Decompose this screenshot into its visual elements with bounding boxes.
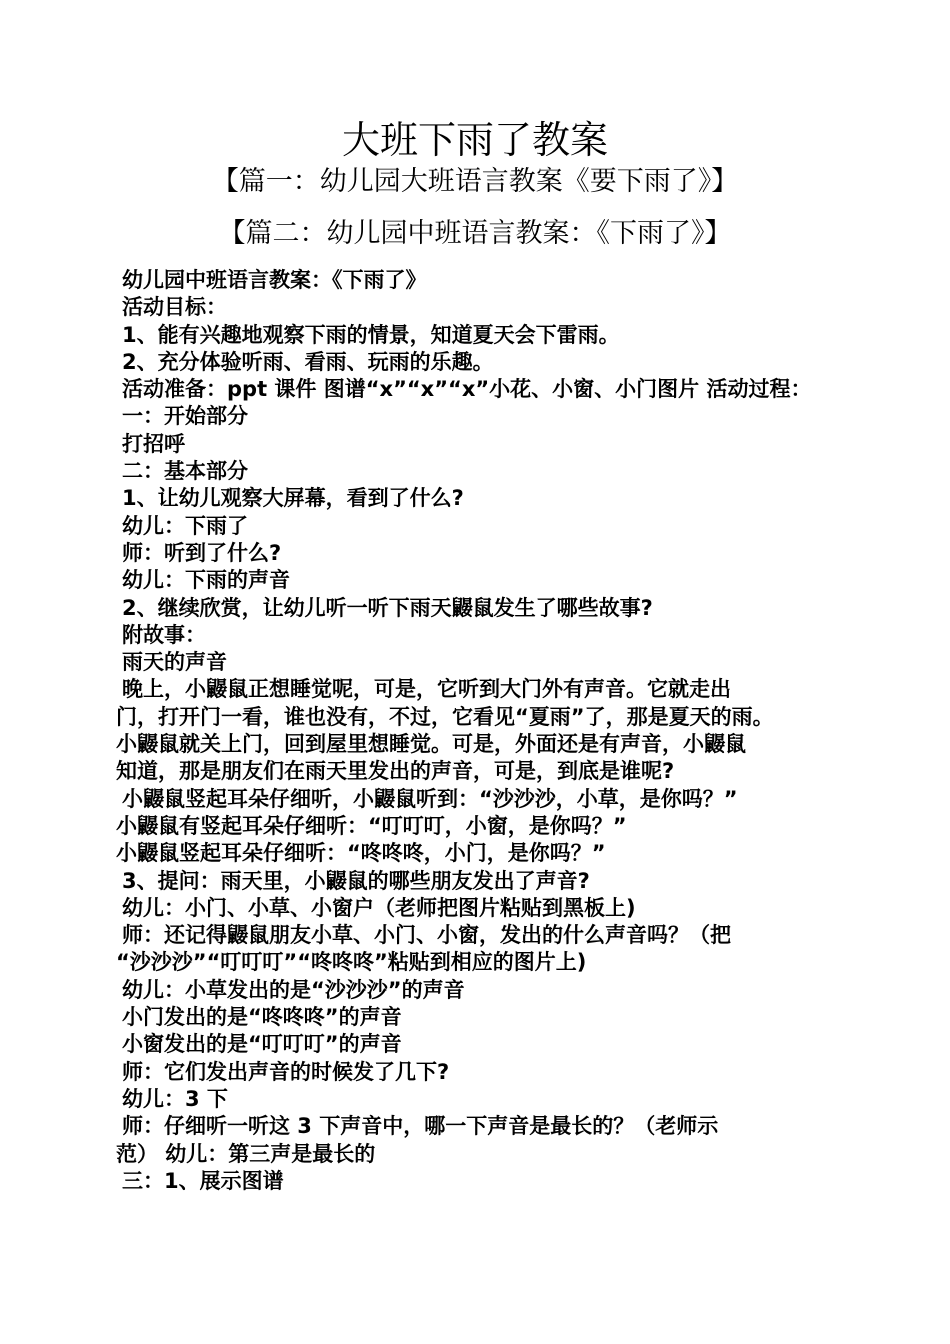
text-line: 小门发出的是“咚咚咚”的声音 (122, 1005, 402, 1030)
text-line: 3、提问：雨天里，小鼹鼠的哪些朋友发出了声音? (122, 868, 590, 893)
text-line: 活动目标： (122, 295, 227, 320)
text-line: 打招呼 (122, 431, 185, 456)
text-line: 小鼹鼠有竖起耳朵仔细听：“叮叮叮，小窗，是你吗？” (116, 813, 627, 838)
text-line: 雨天的声音 (122, 650, 227, 675)
document-title: 大班下雨了教案 (341, 118, 608, 162)
text-line: 2、继续欣赏，让幼儿听一听下雨天鼹鼠发生了哪些故事? (122, 595, 653, 620)
text-line: 幼儿：小草发出的是“沙沙沙”的声音 (122, 977, 465, 1002)
text-line: 幼儿：下雨的声音 (122, 568, 290, 593)
text-line: 师：听到了什么? (122, 540, 282, 565)
text-line: 一：开始部分 (122, 404, 248, 429)
text-line: 晚上，小鼹鼠正想睡觉呢，可是，它听到大门外有声音。它就走出 (122, 677, 731, 702)
document-body (116, 267, 846, 1195)
document-subtitle-1: 【篇一：幼儿园大班语言教案《要下雨了》】 (211, 166, 739, 197)
text-line: 幼儿：小门、小草、小窗户（老师把图片粘贴到黑板上) (122, 895, 636, 920)
text-line: 小鼹鼠竖起耳朵仔细听，小鼹鼠听到：“沙沙沙，小草，是你吗？” (122, 786, 738, 811)
text-line: 二：基本部分 (122, 459, 248, 484)
text-line: 附故事： (122, 622, 206, 647)
text-line: 1、让幼儿观察大屏幕，看到了什么? (122, 486, 464, 511)
text-line: 幼儿：3 下 (122, 1086, 228, 1111)
text-line: 小窗发出的是“叮叮叮”的声音 (122, 1032, 402, 1057)
text-line: 活动准备：ppt 课件 图谱“x”“x”“x”小花、小窗、小门图片 活动过程： (122, 377, 812, 402)
text-line: 幼儿：下雨了 (122, 513, 248, 538)
text-line: “沙沙沙”“叮叮叮”“咚咚咚”粘贴到相应的图片上) (116, 950, 587, 975)
text-line: 师：它们发出声音的时候发了几下? (122, 1059, 450, 1084)
text-line: 师：还记得鼹鼠朋友小草、小门、小窗，发出的什么声音吗？（把 (122, 923, 731, 948)
text-line: 师：仔细听一听这 3 下声音中，哪一下声音是最长的？（老师示 (122, 1114, 719, 1139)
document-subtitle-2: 【篇二：幼儿园中班语言教案：《下雨了》】 (218, 218, 732, 249)
text-line: 门，打开门一看，谁也没有，不过，它看见“夏雨”了，那是夏天的雨。 (116, 704, 774, 729)
text-line: 范） 幼儿：第三声是最长的 (116, 1141, 376, 1166)
text-line: 小鼹鼠竖起耳朵仔细听：“咚咚咚，小门，是你吗？” (116, 841, 606, 866)
text-line: 2、充分体验听雨、看雨、玩雨的乐趣。 (122, 349, 494, 374)
text-line: 三：1、展示图谱 (122, 1168, 284, 1193)
text-line: 小鼹鼠就关上门，回到屋里想睡觉。可是，外面还是有声音，小鼹鼠 (116, 732, 746, 757)
text-line: 知道，那是朋友们在雨天里发出的声音，可是，到底是谁呢? (116, 759, 675, 784)
text-line: 幼儿园中班语言教案：《下雨了》 (122, 268, 427, 292)
text-line: 1、能有兴趣地观察下雨的情景，知道夏天会下雷雨。 (122, 322, 620, 347)
